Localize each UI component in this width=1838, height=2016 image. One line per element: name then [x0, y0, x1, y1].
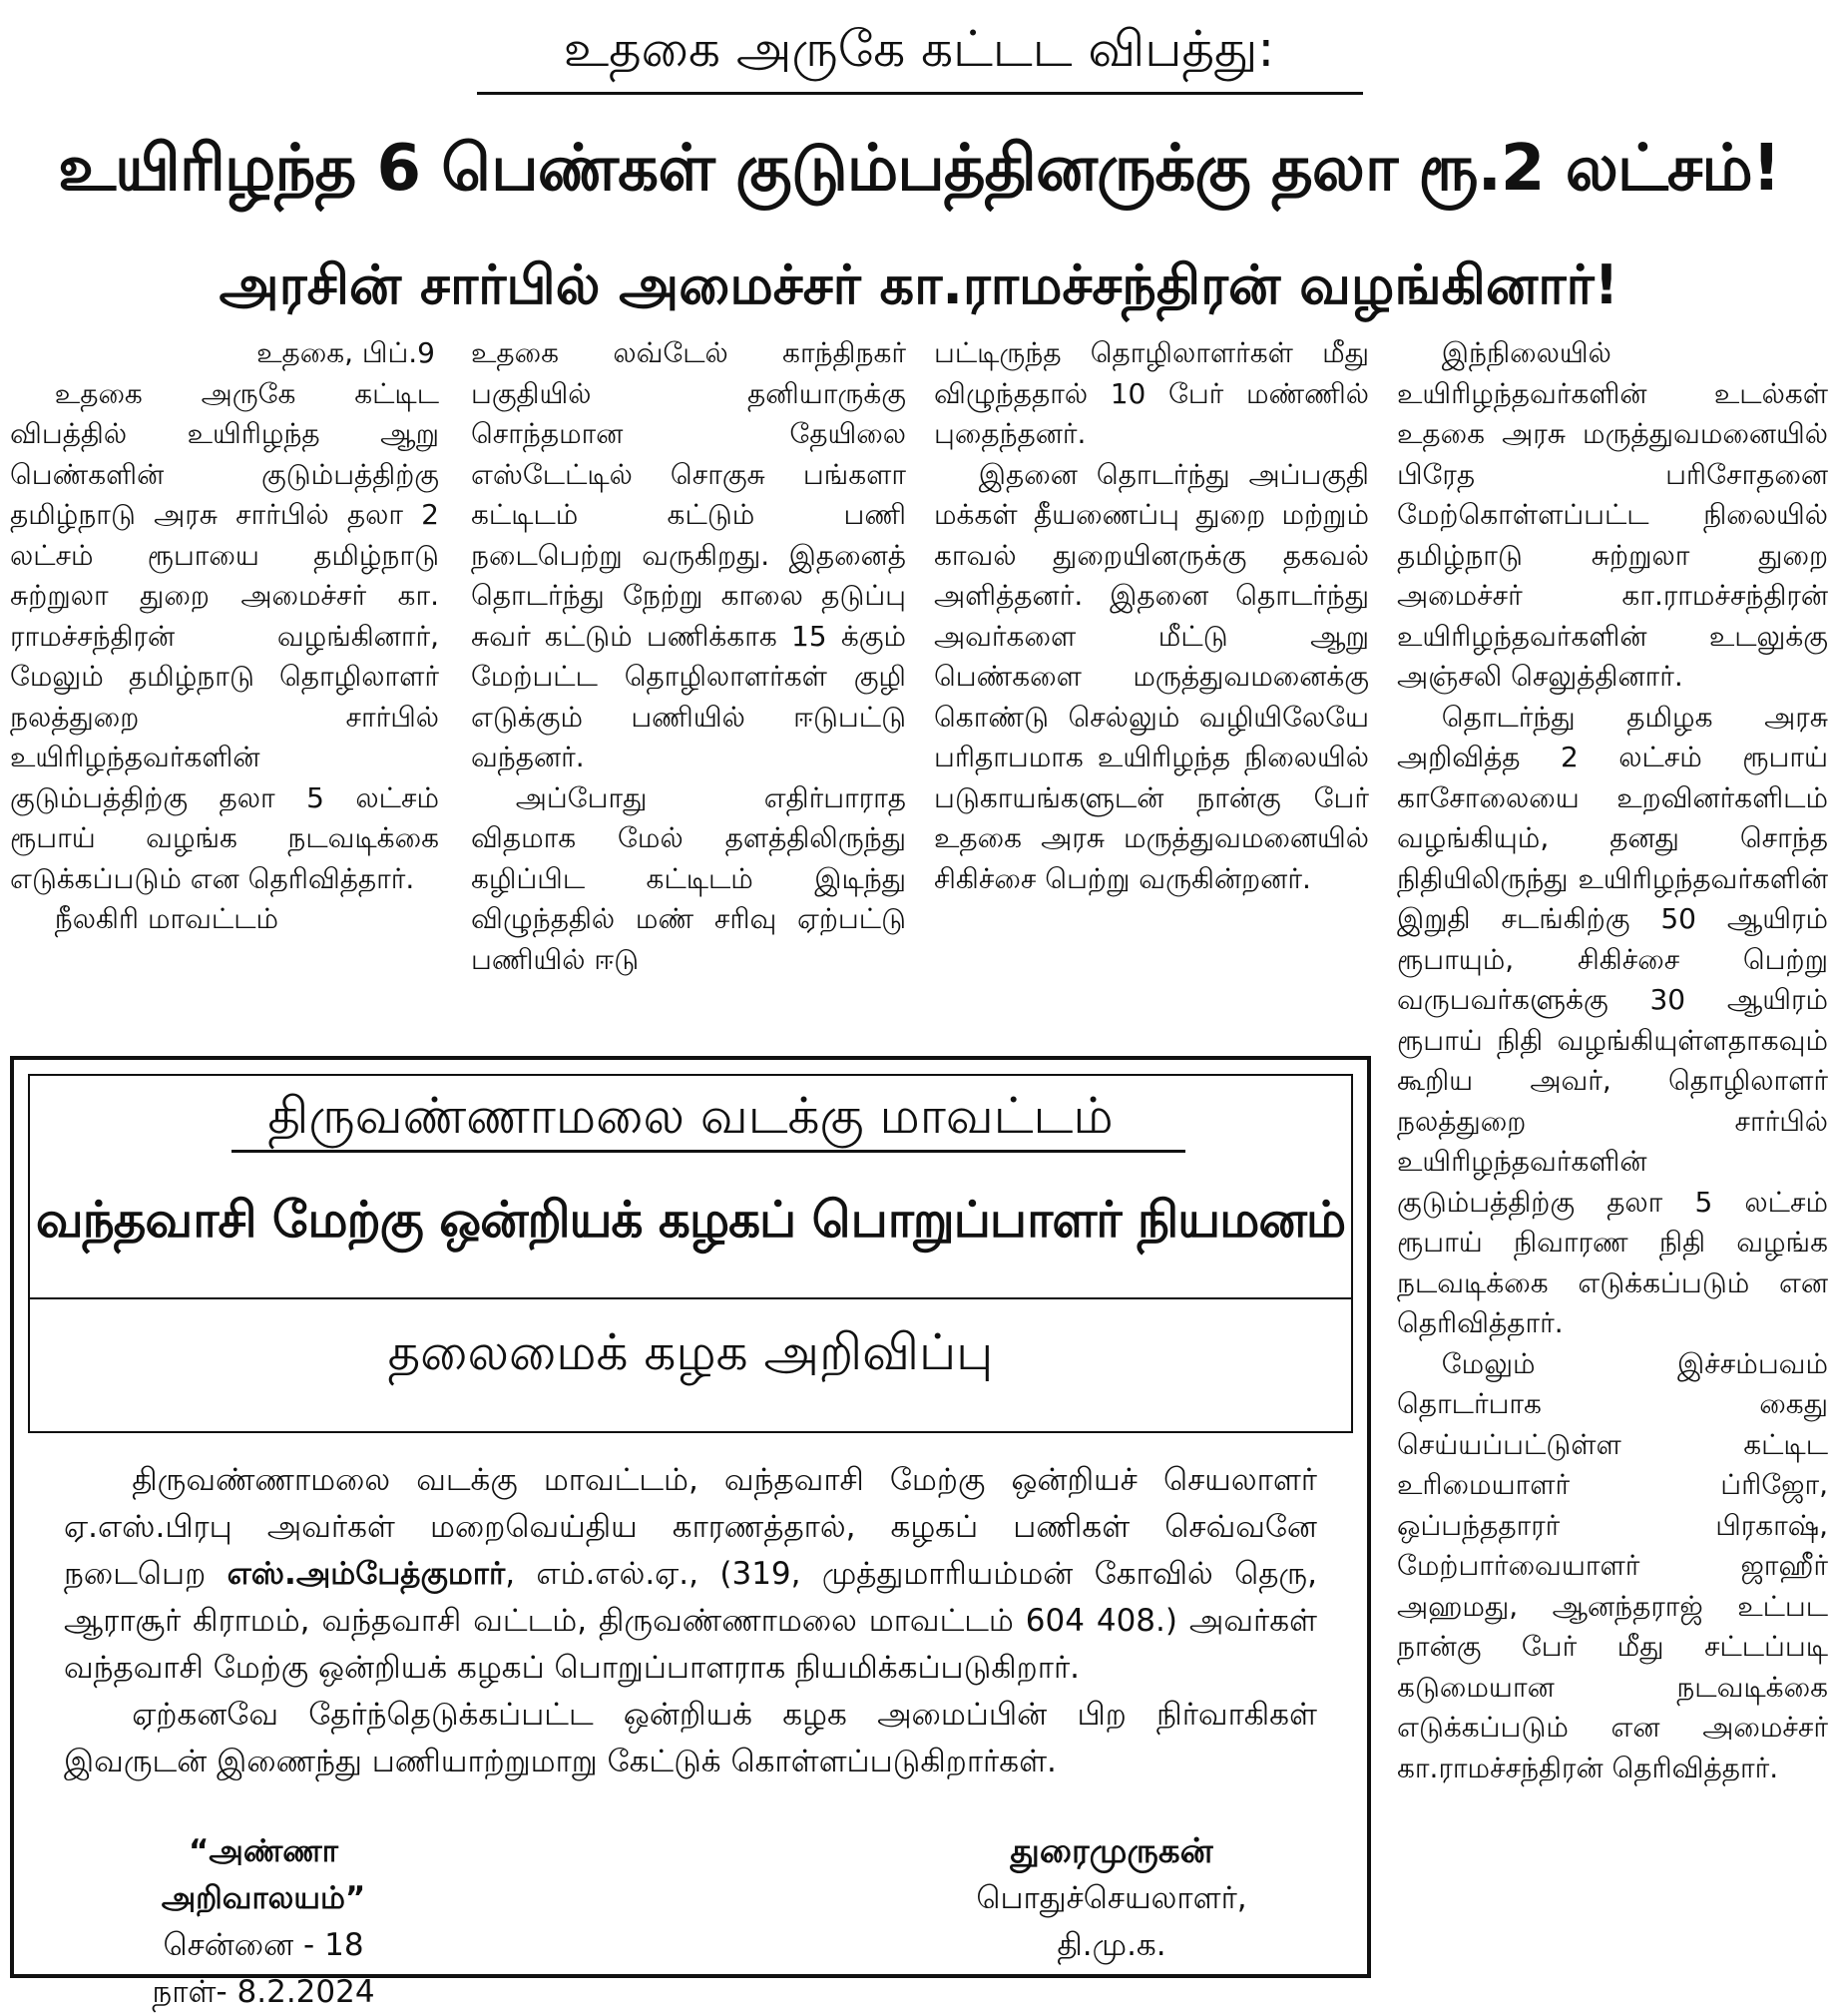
article-paragraph: அப்போது எதிர்பாராத விதமாக மேல் தளத்திலிருந்து கழிப்பிட கட்டிடம் இடிந்து விழுந்ததில் மண் சரிவு ஏற்பட்டு பணியில் ஈடு: [471, 780, 906, 976]
article-column-2: [471, 333, 906, 980]
notice-header-box: [28, 1074, 1353, 1433]
kicker-underline: [477, 92, 1363, 95]
notice-signature-block: [902, 1828, 1321, 1969]
article-paragraph: இதனை தொடர்ந்து அப்பகுதி மக்கள் தீயணைப்பு துறை மற்றும் காவல் துறையினருக்கு தகவல் அளித்தனர். இதனை தொடர்ந்து அவர்களை மீட்டு ஆறு பெண்களை மருத்துவமனைக்கு கொண்டு செல்லும் வழியிலேயே பரிதாபமாக உயிரிழந்த நிலையில் படுகாயங்களுடன் நான்கு பேர் உதகை அரசு மருத்துவமனையில் சிகிச்சை பெற்று வருகின்றனர்.: [934, 457, 1369, 895]
signatory-party: தி.மு.க.: [1057, 1927, 1166, 1963]
notice-city: சென்னை - 18: [163, 1927, 364, 1963]
signatory-name: துரைமுருகன்: [1010, 1831, 1213, 1871]
article-paragraph: பட்டிருந்த தொழிலாளர்கள் மீது விழுந்ததால் 10 பேர் மண்ணில் புதைந்தனர்.: [934, 336, 1369, 450]
article-paragraph: உதகை அருகே கட்டிட விபத்தில் உயிரிழந்த ஆறு பெண்களின் குடும்பத்திற்கு தமிழ்நாடு அரசு சார்பில் தலா 2 லட்சம் ரூபாயை தமிழ்நாடு சுற்றுலா துறை அமைச்சர் கா. ராமச்சந்திரன் வழங்கினார், மேலும் தமிழ்நாடு தொழிலாளர் நலத்துறை சார்பில் உயிரிழந்தவர்களின் குடும்பத்திற்கு தலா 5 லட்சம் ரூபாய் வழங்க நடவடிக்கை எடுக்கப்படும் என தெரிவித்தார்.: [10, 376, 439, 895]
notice-paragraph: ஏற்கனவே தேர்ந்தெடுக்கப்பட்ட ஒன்றியக் கழக அமைப்பின் பிற நிர்வாகிகள் இவருடன் இணைந்து பணியாற்றுமாறு கேட்டுக் கொள்ளப்படுகிறார்கள்.: [64, 1697, 1317, 1779]
appointee-name: எஸ்.அம்பேத்குமார்: [227, 1556, 506, 1592]
article-paragraph: இந்நிலையில் உயிரிழந்தவர்களின் உடல்கள் உதகை அரசு மருத்துவமனையில் பிரேத பரிசோதனை மேற்கொள்ளப்பட்ட நிலையில் தமிழ்நாடு சுற்றுலா துறை அமைச்சர் கா.ராமச்சந்திரன் உயிரிழந்தவர்களின் உடலுக்கு அஞ்சலி செலுத்தினார்.: [1397, 336, 1828, 693]
notice-place: “அண்ணா அறிவாலயம்”: [161, 1833, 366, 1916]
notice-district: திருவண்ணாமலை வடக்கு மாவட்டம்: [267, 1087, 1114, 1145]
party-notice-box: [10, 1056, 1371, 2010]
article-column-4: [1397, 333, 1828, 1788]
article-paragraph: மேலும் இச்சம்பவம் தொடர்பாக கைது செய்யப்பட்டுள்ள கட்டிட உரிமையாளர் ப்ரிஜோ, ஒப்பந்ததாரர் பிரகாஷ், மேற்பார்வையாளர் ஜாஹீர் அஹமது, ஆனந்தராஜ் உட்பட நான்கு பேர் மீது சட்டப்படி கடுமையான நடவடிக்கை எடுக்கப்படும் என அமைச்சர் கா.ராமச்சந்திரன் தெரிவித்தார்.: [1397, 1346, 1828, 1784]
article-subheadline: அரசின் சார்பில் அமைச்சர் கா.ராமச்சந்திரன் வழங்கினார்!: [219, 253, 1619, 316]
notice-subtitle: தலைமைக் கழக அறிவிப்பு: [387, 1323, 994, 1381]
notice-body: [64, 1457, 1317, 1785]
article-dateline: உதகை, பிப்.9: [256, 336, 435, 369]
article-column-1: [10, 333, 439, 940]
article-paragraph: உதகை லவ்டேல் காந்திநகர் பகுதியில் தனியாருக்கு சொந்தமான தேயிலை எஸ்டேட்டில் சொகுசு பங்களா கட்டிடம் கட்டும் பணி நடைபெற்று வருகிறது. இதனைத் தொடர்ந்து நேற்று காலை தடுப்பு சுவர் கட்டும் பணிக்காக 15 க்கும் மேற்பட்ட தொழிலாளர்கள் குழி எடுக்கும் பணியில் ஈடுபட்டு வந்தனர்.: [471, 336, 906, 773]
article-paragraph: நீலகிரி மாவட்டம்: [54, 902, 279, 935]
article-kicker: உதகை அருகே கட்டட விபத்து:: [563, 20, 1275, 78]
notice-text: திருவண்ணாமலை வடக்கு மாவட்டம், வந்தவாசி மேற்கு ஒன்றியச் செயலாளர் ஏ.எஸ்.பிரபு அவர்கள் மறைவெய்திய காரணத்தால், கழகப் பணிகள் செவ்வனே நடைபெற: [64, 1462, 1317, 1592]
article-paragraph: தொடர்ந்து தமிழக அரசு அறிவித்த 2 லட்சம் ரூபாய் காசோலையை உறவினர்களிடம் வழங்கியும், தனது சொந்த நிதியிலிருந்து உயிரிழந்தவர்களின் இறுதி சடங்கிற்கு 50 ஆயிரம் ரூபாயும், சிகிச்சை பெற்று வருபவர்களுக்கு 30 ஆயிரம் ரூபாய் நிதி வழங்கியுள்ளதாகவும் கூறிய அவர், தொழிலாளர் நலத்துறை சார்பில் உயிரிழந்தவர்களின் குடும்பத்திற்கு தலா 5 லட்சம் ரூபாய் நிவாரண நிதி வழங்க நடவடிக்கை எடுக்கப்படும் என தெரிவித்தார்.: [1397, 700, 1828, 1339]
district-underline: [231, 1150, 1185, 1153]
notice-text: , எம்.எல்.ஏ., (319, முத்துமாரியம்மன் கோவில் தெரு, ஆராசூர் கிராமம், வந்தவாசி வட்டம், திருவண்ணாமலை மாவட்டம் 604 408.) அவர்கள் வந்தவாசி மேற்கு ஒன்றியக் கழகப் பொறுப்பாளராக நியமிக்கப்படுகிறார்.: [64, 1556, 1317, 1686]
notice-paragraph: [64, 1457, 1317, 1692]
signatory-designation: பொதுச்செயலாளர்,: [976, 1880, 1247, 1916]
article-headline: உயிரிழந்த 6 பெண்கள் குடும்பத்தினருக்கு தலா ரூ.2 லட்சம்!: [58, 132, 1780, 206]
article-column-3: [934, 333, 1369, 899]
notice-divider: [30, 1297, 1351, 1299]
notice-place-block: [84, 1828, 443, 2016]
notice-date: நாள்- 8.2.2024: [152, 1974, 375, 2010]
notice-title: வந்தவாசி மேற்கு ஒன்றியக் கழகப் பொறுப்பாளர் நியமனம்: [35, 1191, 1346, 1249]
